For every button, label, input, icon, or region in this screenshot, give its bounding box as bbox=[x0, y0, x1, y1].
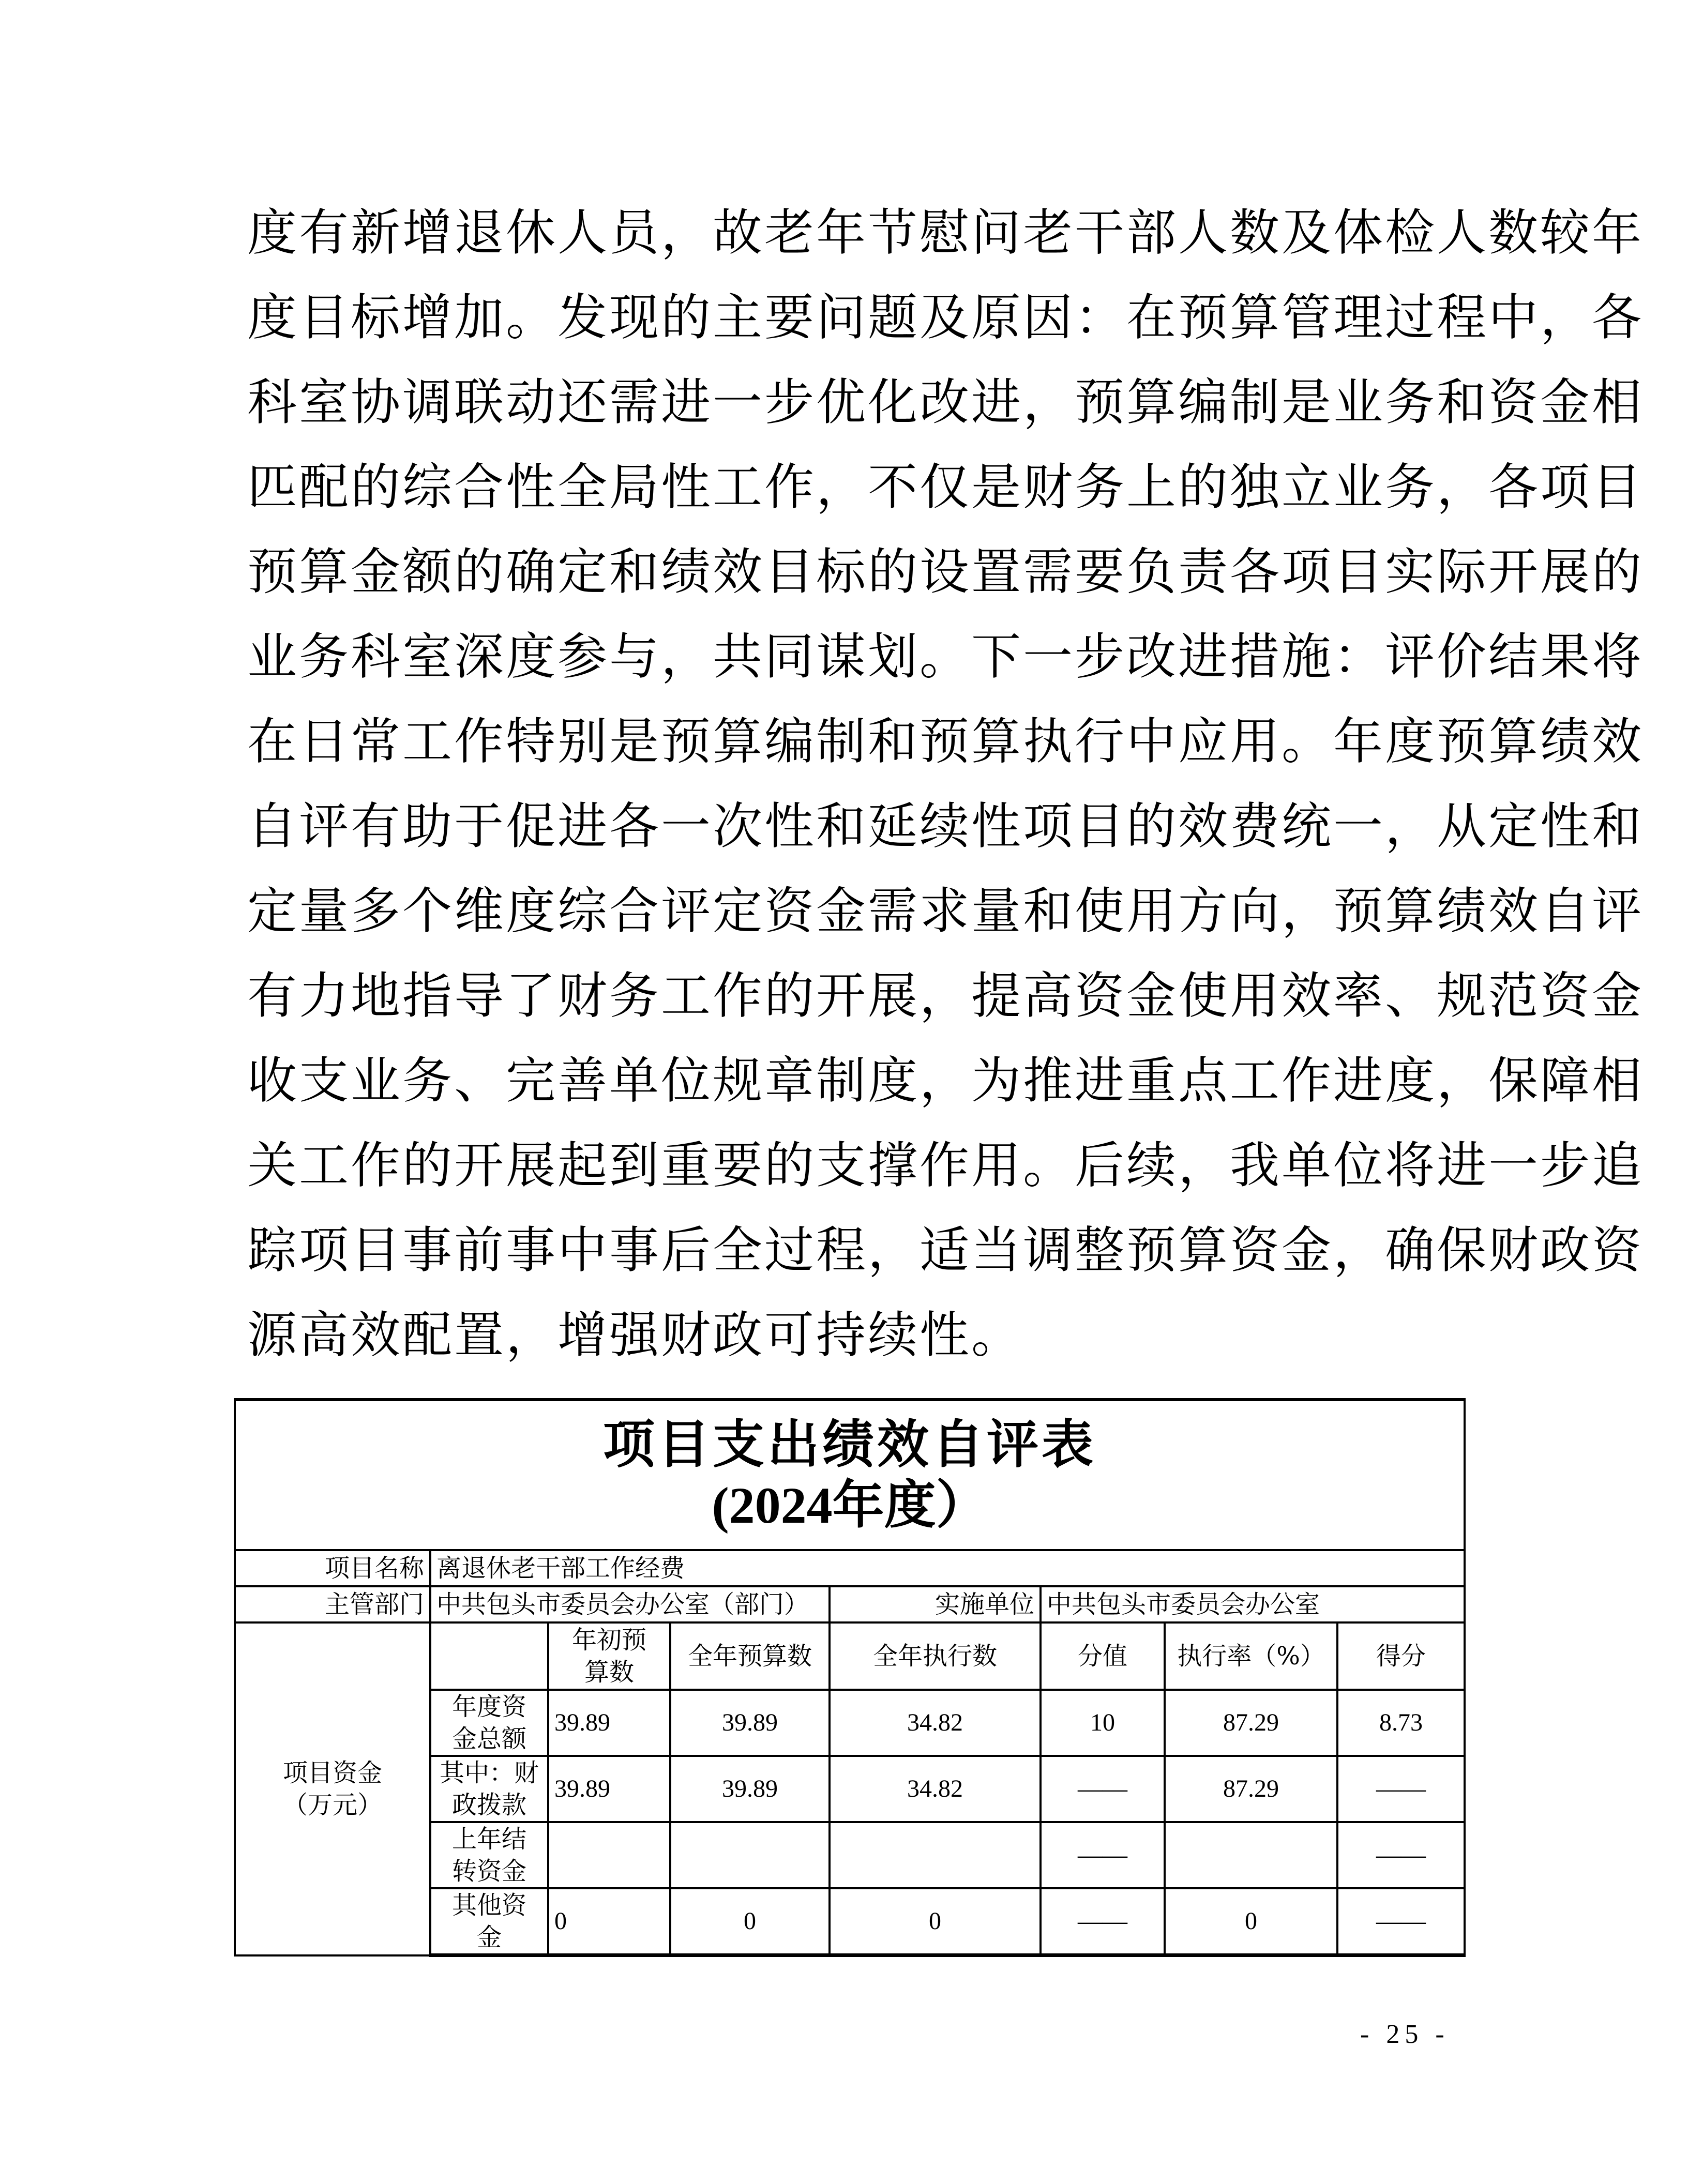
page-number: - 25 - bbox=[1360, 2020, 1450, 2049]
row-label-l2: 金总额 bbox=[451, 1724, 526, 1753]
paragraph-line: 预算金额的确定和绩效目标的设置需要负责各项目实际开展的 bbox=[247, 543, 1644, 601]
cell-initial-budget: 39.89 bbox=[548, 1690, 670, 1756]
paragraph-line: 有力地指导了财务工作的开展，提高资金使用效率、规范资金 bbox=[247, 967, 1644, 1025]
header-initial-budget-l2: 算数 bbox=[584, 1658, 634, 1687]
header-annual-budget: 全年预算数 bbox=[670, 1622, 830, 1690]
cell-annual-budget: 0 bbox=[670, 1888, 830, 1955]
header-exec-rate: 执行率（%） bbox=[1165, 1622, 1337, 1690]
paragraph-line: 定量多个维度综合评定资金需求量和使用方向，预算绩效自评 bbox=[247, 882, 1644, 940]
cell-exec-rate: 87.29 bbox=[1165, 1690, 1337, 1756]
row-label bbox=[430, 1756, 548, 1822]
cell-score-value: 10 bbox=[1041, 1690, 1165, 1756]
table-title-cell bbox=[235, 1400, 1465, 1550]
cell-initial-budget bbox=[548, 1822, 670, 1888]
row-label-l2: 政拨款 bbox=[451, 1791, 526, 1819]
cell-annual-budget: 39.89 bbox=[670, 1690, 830, 1756]
funds-label: 项目资金 bbox=[282, 1758, 382, 1787]
table-title: 项目支出绩效自评表 bbox=[603, 1414, 1096, 1475]
row-label-l1: 年度资 bbox=[451, 1692, 526, 1721]
dept-value: 中共包头市委员会办公室（部门） bbox=[430, 1586, 830, 1622]
unit-value: 中共包头市委员会办公室 bbox=[1041, 1586, 1465, 1622]
row-label-l1: 上年结 bbox=[451, 1825, 526, 1854]
cell-annual-exec bbox=[830, 1822, 1041, 1888]
dept-label: 主管部门 bbox=[235, 1586, 430, 1622]
row-label bbox=[430, 1888, 548, 1955]
paragraph-line: 踪项目事前事中事后全过程，适当调整预算资金，确保财政资 bbox=[247, 1221, 1644, 1279]
paragraph-line: 度有新增退休人员，故老年节慰问老干部人数及体检人数较年 bbox=[247, 204, 1644, 262]
table-subtitle: (2024年度） bbox=[712, 1477, 988, 1534]
funds-header-row bbox=[235, 1622, 1465, 1690]
row-label-l1: 其中：财 bbox=[439, 1758, 539, 1787]
funds-label-cell bbox=[235, 1622, 430, 1955]
performance-evaluation-table bbox=[234, 1398, 1466, 1957]
cell-score: —— bbox=[1337, 1888, 1465, 1955]
blank-header-cell bbox=[430, 1622, 548, 1690]
cell-annual-budget bbox=[670, 1822, 830, 1888]
cell-score-value: —— bbox=[1041, 1756, 1165, 1822]
paragraph-line: 关工作的开展起到重要的支撑作用。后续，我单位将进一步追 bbox=[247, 1136, 1644, 1194]
header-initial-budget bbox=[548, 1622, 670, 1690]
header-score-value: 分值 bbox=[1041, 1622, 1165, 1690]
project-name-row bbox=[235, 1550, 1465, 1586]
cell-annual-exec: 34.82 bbox=[830, 1756, 1041, 1822]
row-label bbox=[430, 1822, 548, 1888]
funds-unit: （万元） bbox=[282, 1790, 382, 1819]
body-paragraph bbox=[247, 190, 1644, 1377]
paragraph-line: 自评有助于促进各一次性和延续性项目的效费统一，从定性和 bbox=[247, 797, 1644, 855]
paragraph-line: 度目标增加。发现的主要问题及原因：在预算管理过程中，各 bbox=[247, 289, 1644, 346]
cell-exec-rate: 0 bbox=[1165, 1888, 1337, 1955]
cell-annual-exec: 34.82 bbox=[830, 1690, 1041, 1756]
cell-score: —— bbox=[1337, 1822, 1465, 1888]
cell-score: —— bbox=[1337, 1756, 1465, 1822]
table-title-row bbox=[235, 1400, 1465, 1550]
cell-annual-exec: 0 bbox=[830, 1888, 1041, 1955]
cell-score-value: —— bbox=[1041, 1888, 1165, 1955]
paragraph-line-last: 源高效配置，增强财政可持续性。 bbox=[247, 1306, 1023, 1364]
header-initial-budget-l1: 年初预 bbox=[571, 1626, 646, 1655]
cell-exec-rate: 87.29 bbox=[1165, 1756, 1337, 1822]
cell-initial-budget: 0 bbox=[548, 1888, 670, 1955]
row-label-l1: 其他资 bbox=[451, 1891, 526, 1920]
cell-annual-budget: 39.89 bbox=[670, 1756, 830, 1822]
row-label bbox=[430, 1690, 548, 1756]
paragraph-line: 匹配的综合性全局性工作，不仅是财务上的独立业务，各项目 bbox=[247, 458, 1644, 516]
header-annual-exec: 全年执行数 bbox=[830, 1622, 1041, 1690]
paragraph-line: 收支业务、完善单位规章制度，为推进重点工作进度，保障相 bbox=[247, 1052, 1644, 1110]
paragraph-line: 业务科室深度参与，共同谋划。下一步改进措施：评价结果将 bbox=[247, 628, 1644, 686]
project-name-label: 项目名称 bbox=[235, 1550, 430, 1586]
paragraph-line: 在日常工作特别是预算编制和预算执行中应用。年度预算绩效 bbox=[247, 712, 1644, 770]
unit-label: 实施单位 bbox=[830, 1586, 1041, 1622]
cell-score: 8.73 bbox=[1337, 1690, 1465, 1756]
cell-score-value: —— bbox=[1041, 1822, 1165, 1888]
row-label-l2: 金 bbox=[476, 1923, 502, 1952]
department-row bbox=[235, 1586, 1465, 1622]
cell-exec-rate bbox=[1165, 1822, 1337, 1888]
paragraph-line: 科室协调联动还需进一步优化改进，预算编制是业务和资金相 bbox=[247, 373, 1644, 431]
cell-initial-budget: 39.89 bbox=[548, 1756, 670, 1822]
header-score: 得分 bbox=[1337, 1622, 1465, 1690]
row-label-l2: 转资金 bbox=[451, 1857, 526, 1886]
project-name-value: 离退休老干部工作经费 bbox=[430, 1550, 1465, 1586]
